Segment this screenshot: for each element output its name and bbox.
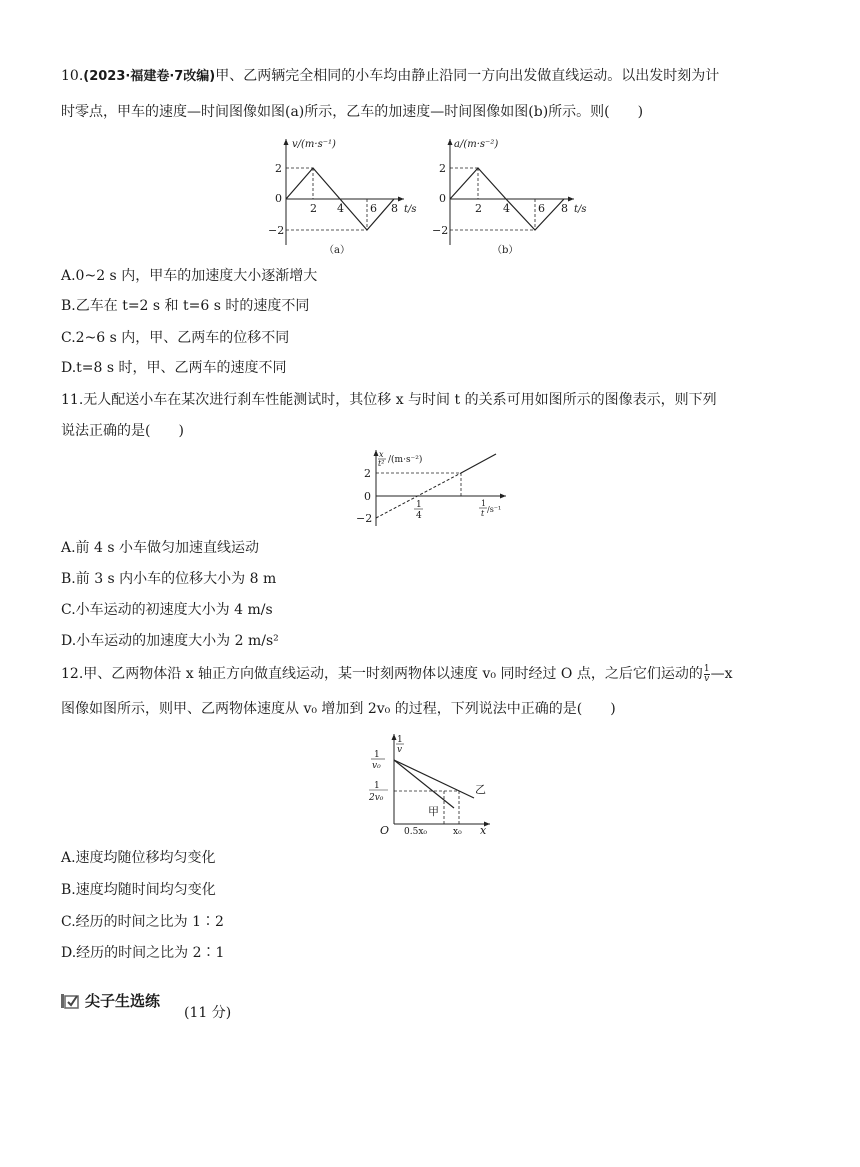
fig-a-xtick-4: 4 <box>337 202 344 215</box>
label-jia: 甲 <box>428 805 439 818</box>
fig-a-ytick-2: 2 <box>275 162 282 175</box>
q11-ylabel: /(m·s⁻²) <box>388 455 423 465</box>
q10-stem-line2: 时零点，甲车的速度—时间图像如图(a)所示，乙车的加速度—时间图像如图(b)所示。则( ) <box>61 104 644 120</box>
svg-text:t²: t² <box>378 459 385 468</box>
q11-stem-line1: 11.无人配送小车在某次进行刹车性能测试时，其位移 x 与时间 t 的关系可用如图所示的图像表示，则下列 <box>61 392 717 408</box>
fig-b-xtick-4: 4 <box>503 202 510 215</box>
origin-label: O <box>380 824 390 837</box>
svg-text:v: v <box>397 745 403 755</box>
q10-option-b: B.乙车在 t=2 s 和 t=6 s 时的速度不同 <box>61 298 310 314</box>
svg-text:v₀: v₀ <box>372 761 381 771</box>
fig-a-xtick-2: 2 <box>310 202 317 215</box>
q12-fraction-1-over-v: $\frac{1}{v}$ <box>703 663 710 684</box>
q11-xlabel-unit: /s⁻¹ <box>487 505 502 514</box>
q12-stem-tail: —x <box>710 666 733 682</box>
q12-option-a: A.速度均随位移均匀变化 <box>61 850 216 866</box>
fig-b-xtick-8: 8 <box>561 202 568 215</box>
label-yi: 乙 <box>475 783 486 796</box>
q12-stem-part1: 12.甲、乙两物体沿 x 轴正方向做直线运动，某一时刻两物体以速度 v₀ 同时经过 O 点，之后它们运动的 <box>61 666 703 682</box>
fig-a-xtick-8: 8 <box>391 202 398 215</box>
q11-ytick-0: 0 <box>364 490 371 503</box>
fig-b-ytick-neg2: −2 <box>432 224 449 237</box>
xlabel: x <box>480 824 487 837</box>
q10-stem-line1 <box>61 66 820 87</box>
fig-b-ytick-0: 0 <box>439 192 446 205</box>
q11-ytick-neg2: −2 <box>356 512 373 525</box>
q11-option-c: C.小车运动的初速度大小为 4 m/s <box>61 602 273 618</box>
svg-text:1: 1 <box>374 781 380 791</box>
fig-a-ytick-neg2: −2 <box>268 224 285 237</box>
q10-stem-part1: 甲、乙两辆完全相同的小车均由静止沿同一方向出发做直线运动。以出发时刻为计 <box>215 68 720 84</box>
fig-b-xtick-6: 6 <box>538 202 545 215</box>
q12-figure <box>364 730 504 838</box>
q11-option-d: D.小车运动的加速度大小为 2 m/s² <box>61 633 279 649</box>
q11-ytick-2: 2 <box>364 467 371 480</box>
q10-number: 10. <box>61 68 84 84</box>
svg-text:1: 1 <box>416 500 422 510</box>
fig-b-caption: （b） <box>492 245 519 256</box>
svg-text:4: 4 <box>416 511 422 521</box>
fig-a-caption: （a） <box>324 245 350 256</box>
fig-b-ytick-2: 2 <box>439 162 446 175</box>
section-header <box>61 990 160 1011</box>
fig-b-xtick-2: 2 <box>475 202 482 215</box>
svg-text:1: 1 <box>397 735 403 745</box>
q12-stem-line2: 图像如图所示，则甲、乙两物体速度从 v₀ 增加到 2v₀ 的过程，下列说法中正确的是( ) <box>61 701 616 717</box>
fig-a-xlabel: t/s <box>404 204 417 215</box>
fig-a-ylabel: v/(m·s⁻¹) <box>292 139 336 150</box>
q10-option-d: D.t=8 s 时，甲、乙两车的速度不同 <box>61 360 287 376</box>
fig-a-ytick-0: 0 <box>275 192 282 205</box>
svg-text:1: 1 <box>481 499 487 508</box>
q10-source: (2023·福建卷·7改编) <box>83 69 216 84</box>
fig-a-xtick-6: 6 <box>370 202 377 215</box>
section-score: (11 分) <box>184 1005 232 1021</box>
q11-option-b: B.前 3 s 内小车的位移大小为 8 m <box>61 571 277 587</box>
fig-b-xlabel: t/s <box>574 204 587 215</box>
q11-stem-line2: 说法正确的是( ) <box>61 423 184 439</box>
xtick-half-x0: 0.5x₀ <box>404 827 427 837</box>
q12-option-d: D.经历的时间之比为 2∶1 <box>61 945 225 961</box>
q10-figure-a <box>262 135 417 257</box>
svg-text:x: x <box>379 450 384 459</box>
q11-figure <box>350 446 520 530</box>
q10-option-c: C.2~6 s 内，甲、乙两车的位移不同 <box>61 330 290 346</box>
q12-option-c: C.经历的时间之比为 1∶2 <box>61 914 224 930</box>
svg-text:2v₀: 2v₀ <box>369 793 384 803</box>
q11-line <box>461 454 496 473</box>
svg-text:1: 1 <box>374 750 380 760</box>
svg-text:t: t <box>481 509 485 518</box>
xtick-x0: x₀ <box>453 827 462 837</box>
q10-figure-b <box>426 135 596 257</box>
q10-option-a: A.0~2 s 内，甲车的加速度大小逐渐增大 <box>61 268 318 284</box>
checklist-icon <box>61 993 79 1009</box>
q12-option-b: B.速度均随时间均匀变化 <box>61 882 216 898</box>
q11-option-a: A.前 4 s 小车做匀加速直线运动 <box>61 540 260 556</box>
q12-stem-line1 <box>61 664 733 684</box>
section-title: 尖子生选练 <box>85 992 161 1010</box>
fig-b-ylabel: a/(m·s⁻²) <box>454 139 499 150</box>
